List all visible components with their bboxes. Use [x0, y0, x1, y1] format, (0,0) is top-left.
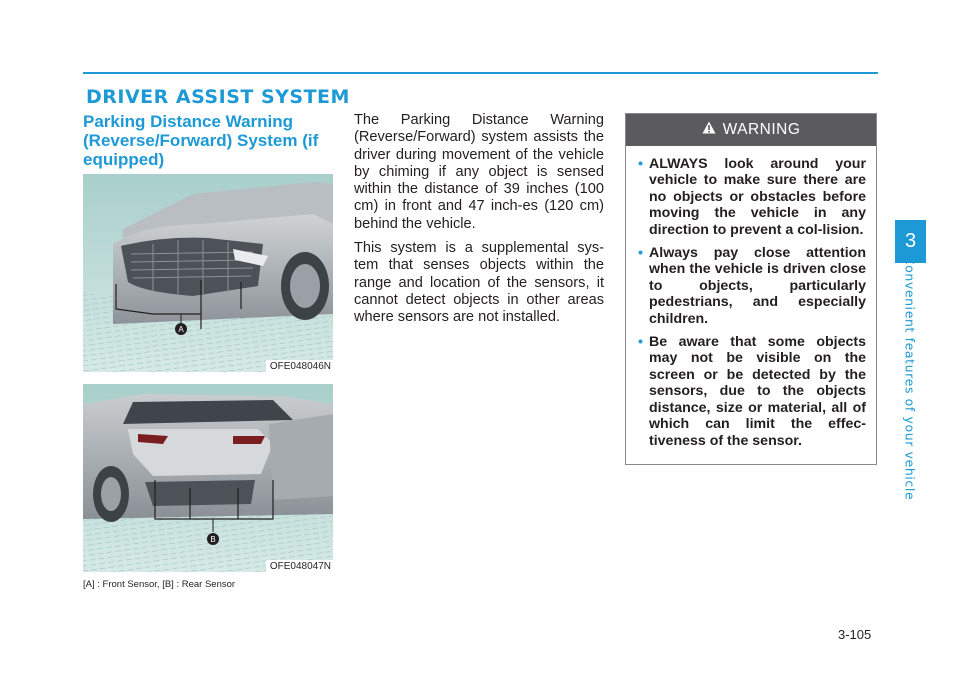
figure-code: OFE048046N	[266, 360, 333, 372]
warning-item	[638, 245, 866, 327]
sensor-label-a: A	[178, 325, 184, 334]
chapter-title: Convenient features of your vehicle	[902, 255, 918, 501]
warning-box	[625, 113, 877, 465]
figure-caption: [A] : Front Sensor, [B] : Rear Sensor	[83, 579, 236, 590]
warning-header	[626, 114, 876, 146]
bullet: •	[638, 334, 643, 351]
warning-triangle-icon	[702, 121, 716, 139]
section-title: DRIVER ASSIST SYSTEM	[86, 86, 350, 108]
warning-list	[626, 146, 876, 449]
figure-code: OFE048047N	[266, 560, 333, 572]
warning-item-text: Always pay close attention when the vehicle is driven close to objects, particularly pedestrians, and especially children.	[649, 245, 866, 327]
front-vehicle-illustration	[83, 174, 333, 372]
subsection-title: Parking Distance Warning (Reverse/Forward) System (if equipped)	[83, 112, 319, 169]
front-sensor-figure	[83, 174, 333, 372]
paragraph: The Parking Distance Warning (Reverse/Forward) system assists the driver during movement of the vehicle by chiming if any object is sensed within the distance of 39 inches (100 cm) in front and 47 inch-es (120 cm) behind the vehicle.	[354, 112, 604, 232]
warning-item	[638, 334, 866, 449]
page-number: 3-105	[838, 627, 872, 642]
body-text	[354, 112, 604, 334]
sensor-label-b: B	[210, 535, 216, 544]
paragraph: This system is a supplemental sys-tem that senses objects within the range and location of the sensors, it cannot detect objects in other areas where sensors are not installed.	[354, 240, 604, 326]
warning-item-text: ALWAYS look around your vehicle to make sure there are no objects or obstacles before moving the vehicle in any direction to prevent a col-lision.	[649, 156, 866, 238]
rear-sensor-figure	[83, 384, 333, 572]
warning-item-text: Be aware that some objects may not be visible on the screen or be detected by the sensors, due to the objects distance, size or material, all of which can limit the effec-tiveness of the sensor.	[649, 334, 866, 449]
warning-title: WARNING	[722, 121, 801, 138]
warning-item	[638, 156, 866, 238]
chapter-tab: 3	[895, 220, 926, 263]
bullet: •	[638, 245, 643, 262]
bullet: •	[638, 156, 643, 172]
rear-vehicle-illustration	[83, 384, 333, 572]
header-rule	[83, 72, 878, 74]
